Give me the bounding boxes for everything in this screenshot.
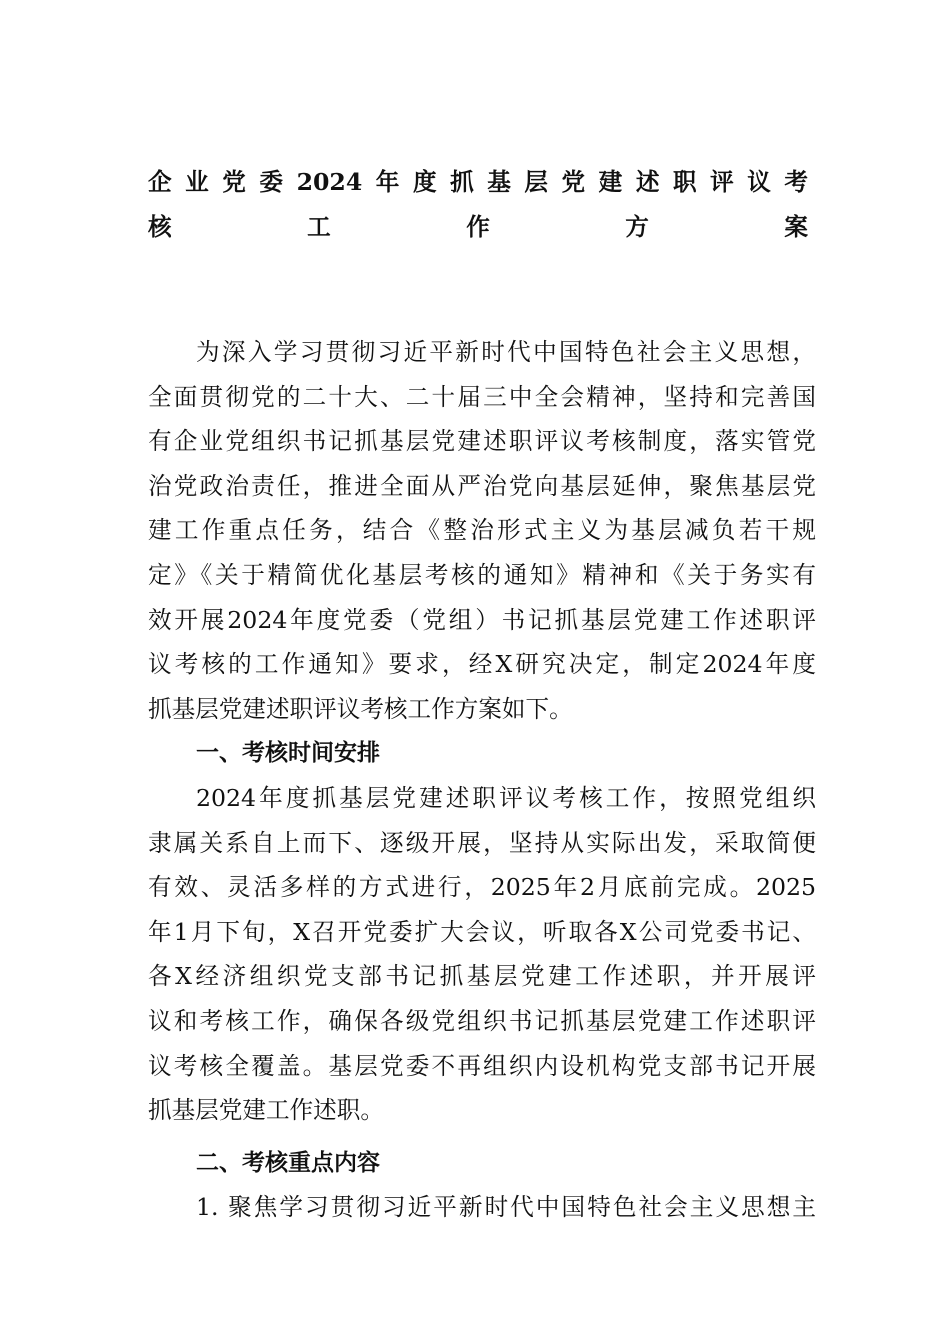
intro-paragraph bbox=[148, 330, 816, 731]
paragraph-line: 抓基层党建述职评议考核工作方案如下。 bbox=[148, 694, 573, 723]
paragraph-line: 效开展2024年度党委（党组）书记抓基层党建工作述职评 bbox=[148, 605, 816, 634]
document-body bbox=[148, 330, 816, 1230]
title-line: 企业党委2024年度抓基层党建述职评议考 bbox=[148, 168, 808, 196]
paragraph-line: 各X经济组织党支部书记抓基层党建工作述职，并开展评 bbox=[148, 962, 816, 991]
paragraph-line: 有效、灵活多样的方式进行，2025年2月底前完成。2025 bbox=[148, 873, 816, 902]
paragraph-line: 2024年度抓基层党建述职评议考核工作，按照党组织 bbox=[196, 783, 816, 812]
paragraph-line: 议考核全覆盖。基层党委不再组织内设机构党支部书记开展 bbox=[148, 1051, 816, 1080]
paragraph-line: 隶属关系自上而下、逐级开展，坚持从实际出发，采取简便 bbox=[148, 828, 816, 857]
paragraph-line: 议考核的工作通知》要求，经X研究决定，制定2024年度 bbox=[148, 650, 816, 679]
paragraph-line: 年1月下旬，X召开党委扩大会议，听取各X公司党委书记、 bbox=[148, 917, 816, 946]
section-gap bbox=[148, 1133, 816, 1141]
paragraph-line: 抓基层党建工作述职。 bbox=[148, 1096, 384, 1125]
paragraph-line: 1. 聚焦学习贯彻习近平新时代中国特色社会主义思想主 bbox=[196, 1193, 816, 1222]
title-line: 核工作方案 bbox=[148, 212, 808, 241]
section-heading: 二、考核重点内容 bbox=[196, 1149, 380, 1176]
paragraph-line: 定》《关于精简优化基层考核的通知》精神和《关于务实有 bbox=[148, 560, 816, 589]
paragraph-line: 有企业党组织书记抓基层党建述职评议考核制度，落实管党 bbox=[148, 427, 816, 456]
section2-paragraph bbox=[148, 1185, 816, 1230]
paragraph-line: 议和考核工作，确保各级党组织书记抓基层党建工作述职评 bbox=[148, 1006, 816, 1035]
document-title bbox=[148, 160, 808, 249]
paragraph-line: 全面贯彻党的二十大、二十届三中全会精神，坚持和完善国 bbox=[148, 382, 816, 411]
paragraph-line: 建工作重点任务，结合《整治形式主义为基层减负若干规 bbox=[148, 516, 816, 545]
paragraph-line: 为深入学习贯彻习近平新时代中国特色社会主义思想， bbox=[196, 338, 816, 366]
section-heading: 一、考核时间安排 bbox=[196, 740, 380, 767]
paragraph-line: 治党政治责任，推进全面从严治党向基层延伸，聚焦基层党 bbox=[148, 471, 816, 500]
section1-paragraph bbox=[148, 776, 816, 1133]
